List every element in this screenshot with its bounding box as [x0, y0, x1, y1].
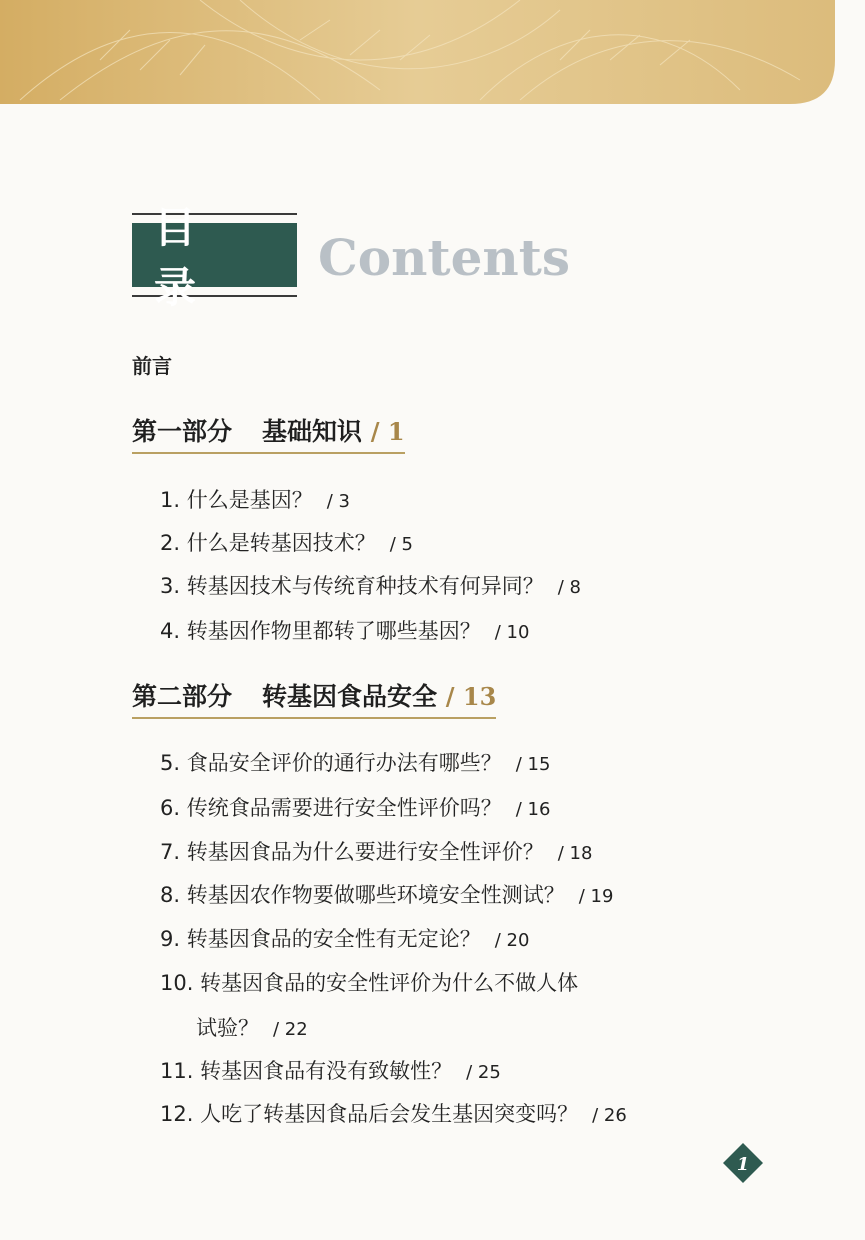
- item-page: / 8: [557, 577, 581, 598]
- toc-item[interactable]: [160, 1055, 501, 1085]
- item-page: / 25: [466, 1062, 501, 1083]
- item-text: 4. 转基因作物里都转了哪些基因？: [160, 619, 481, 643]
- header-banner: [0, 0, 865, 110]
- item-text: 1. 什么是基因？: [160, 488, 313, 512]
- page-number-badge: [722, 1142, 764, 1184]
- toc-item[interactable]: [160, 484, 350, 514]
- part-page: / 1: [370, 417, 405, 446]
- toc-item[interactable]: [160, 570, 581, 600]
- item-text: 试验？: [196, 1016, 259, 1040]
- item-text: 11. 转基因食品有没有致敏性？: [160, 1059, 453, 1083]
- part-subtitle: 转基因食品安全: [262, 682, 438, 711]
- toc-item[interactable]: [160, 747, 550, 777]
- item-page: / 18: [557, 843, 593, 864]
- toc-item[interactable]: [160, 615, 529, 645]
- toc-item[interactable]: [160, 923, 529, 953]
- item-text: 3. 转基因技术与传统育种技术有何异同？: [160, 574, 544, 598]
- toc-item[interactable]: [160, 1098, 627, 1128]
- item-page: / 15: [515, 754, 551, 775]
- item-page: / 5: [389, 534, 413, 555]
- item-text: 9. 转基因食品的安全性有无定论？: [160, 927, 481, 951]
- item-page: / 3: [326, 491, 350, 512]
- item-text: 12. 人吃了转基因食品后会发生基因突变吗？: [160, 1102, 579, 1126]
- part-title: 第一部分: [132, 417, 233, 446]
- toc-preface[interactable]: 前言: [132, 354, 172, 378]
- item-text: 7. 转基因食品为什么要进行安全性评价？: [160, 840, 544, 864]
- item-page: / 20: [494, 930, 530, 951]
- item-page: / 19: [578, 886, 614, 907]
- toc-item[interactable]: [160, 879, 613, 909]
- part-page: / 13: [445, 682, 497, 711]
- item-text: 8. 转基因农作物要做哪些环境安全性测试？: [160, 883, 565, 907]
- item-text: 5. 食品安全评价的通行办法有哪些？: [160, 751, 502, 775]
- toc-part-1[interactable]: [132, 412, 405, 454]
- toc-item[interactable]: [160, 836, 592, 866]
- toc-item[interactable]: [160, 792, 550, 822]
- toc-heading-box: [132, 203, 297, 312]
- item-page: / 26: [592, 1105, 627, 1126]
- item-text: 10. 转基因食品的安全性评价为什么不做人体: [160, 971, 579, 995]
- item-text: 6. 传统食品需要进行安全性评价吗？: [160, 796, 502, 820]
- item-page: / 22: [273, 1019, 308, 1040]
- toc-item[interactable]: [160, 967, 578, 997]
- toc-item[interactable]: [160, 527, 413, 557]
- part-subtitle: 基础知识: [262, 417, 363, 446]
- item-page: / 16: [515, 799, 551, 820]
- toc-part-2[interactable]: [132, 677, 496, 719]
- item-page: / 10: [494, 622, 530, 643]
- page-number: 1: [736, 1154, 750, 1175]
- part-title: 第二部分: [132, 682, 233, 711]
- toc-heading-chinese: 目 录: [132, 223, 297, 287]
- item-text: 2. 什么是转基因技术？: [160, 531, 376, 555]
- toc-heading-english: Contents: [318, 228, 571, 287]
- toc-item-continued[interactable]: [196, 1012, 308, 1042]
